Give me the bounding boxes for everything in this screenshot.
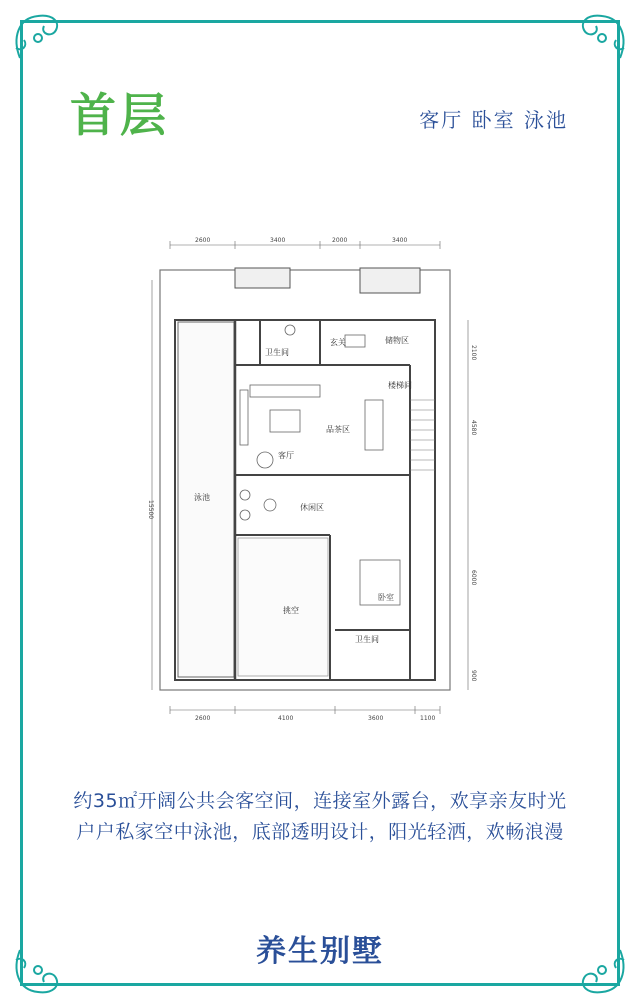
page-title: 首层 [70, 88, 170, 142]
dim-top: 3400 [270, 237, 286, 244]
dim-bottom: 3600 [368, 715, 384, 722]
description-line: 户户私家空中泳池，底部透明设计，阳光轻洒，欢畅浪漫 [76, 821, 564, 843]
room-label-storage: 储物区 [385, 336, 409, 345]
dim-bottom: 1100 [420, 715, 436, 722]
room-label-stairs: 楼梯间 [388, 381, 412, 390]
room-label-entry: 玄关 [330, 338, 346, 347]
room-label-lounge: 休闲区 [300, 503, 324, 512]
dim-bottom: 4100 [278, 715, 294, 722]
brand-name: 养生别墅 [256, 934, 384, 969]
page-subtitle: 客厅 卧室 泳池 [419, 108, 568, 132]
dim-left: 15500 [147, 500, 154, 520]
dim-top: 2600 [195, 237, 211, 244]
room-label-tea-area: 品茶区 [326, 425, 350, 434]
room-label-living-room: 客厅 [278, 451, 294, 460]
dim-bottom: 2600 [195, 715, 211, 722]
room-label-bathroom: 卫生间 [265, 348, 289, 357]
dim-right: 2100 [470, 345, 477, 361]
floor-plan [140, 230, 490, 730]
corner-ornament-icon [572, 8, 632, 68]
room-label-bedroom: 卧室 [378, 593, 394, 602]
dim-top: 3400 [392, 237, 408, 244]
corner-ornament-icon [8, 8, 68, 68]
dim-right: 4580 [470, 420, 477, 436]
room-label-void: 挑空 [283, 606, 299, 615]
description-line: 约35㎡开阔公共会客空间，连接室外露台，欢享亲友时光 [73, 790, 567, 812]
dim-right: 900 [470, 670, 477, 682]
room-label-pool: 泳池 [194, 493, 210, 502]
room-label-bathroom: 卫生间 [355, 635, 379, 644]
dim-right: 6000 [470, 570, 477, 586]
dim-top: 2000 [332, 237, 348, 244]
